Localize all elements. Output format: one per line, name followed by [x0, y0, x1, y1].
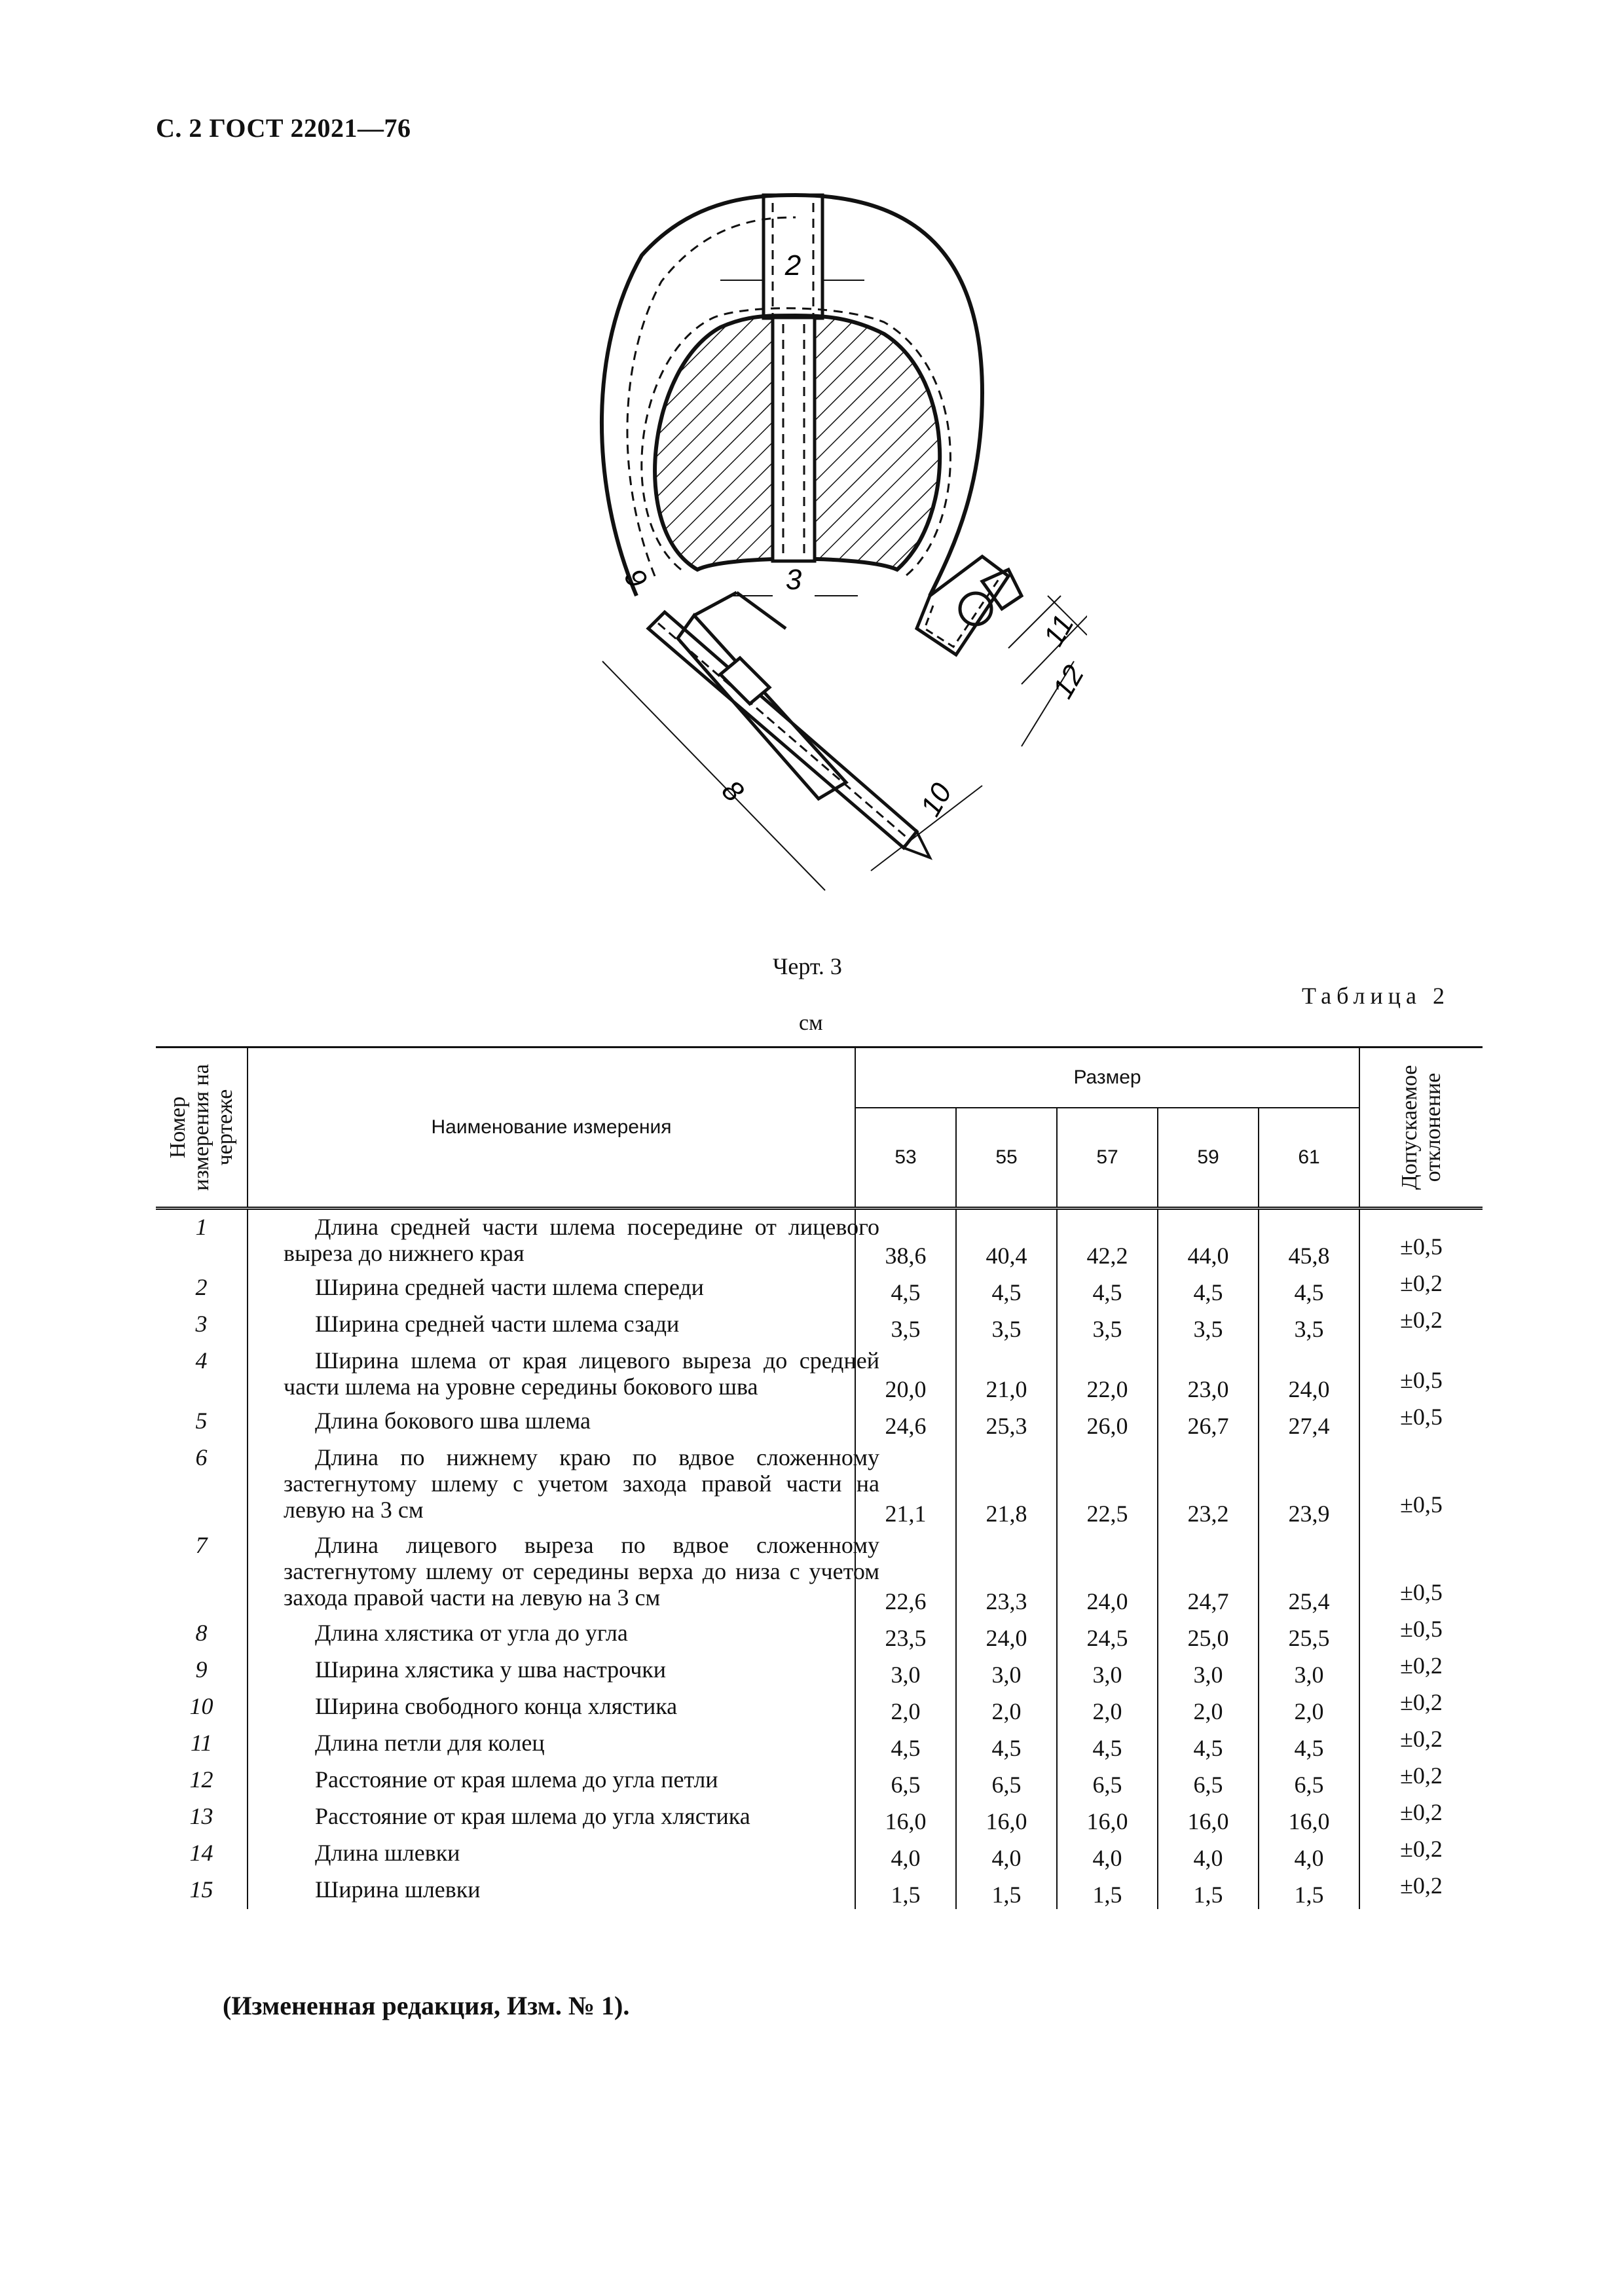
- revision-note: (Измененная редакция, Изм. № 1).: [223, 1991, 630, 2020]
- size-value: 22,5: [1057, 1440, 1158, 1528]
- table-body: [156, 1209, 1483, 1910]
- size-value: 3,5: [1158, 1307, 1259, 1343]
- dim-label-2: 2: [784, 249, 802, 282]
- measure-name: [248, 1343, 879, 1404]
- tolerance-value: ±0,5: [1359, 1616, 1483, 1652]
- size-value: 21,8: [956, 1440, 1057, 1528]
- measure-name: [248, 1836, 855, 1872]
- tolerance-value: ±0,5: [1359, 1343, 1483, 1404]
- measure-name-text: Ширина средней части шлема спереди: [315, 1274, 704, 1300]
- measure-number: 11: [190, 1730, 213, 1756]
- strap: [648, 592, 930, 858]
- measure-name-text: Ширина хлястика у шва настрочки: [315, 1656, 667, 1683]
- size-value: 25,5: [1259, 1616, 1359, 1652]
- table-row: [156, 1209, 1483, 1271]
- measure-name-text: Длина петли для колец: [315, 1730, 545, 1756]
- size-value: 3,5: [956, 1307, 1057, 1343]
- measure-name-text: Ширина средней части шлема сзади: [315, 1311, 680, 1337]
- measure-name: [248, 1726, 855, 1762]
- measure-number: 2: [195, 1274, 208, 1300]
- measure-name-text: Ширина шлема от края лицевого выреза до средней части шлема на уровне середины бокового шва: [284, 1347, 879, 1400]
- measure-number: 3: [195, 1311, 208, 1337]
- dim-label-9: 9: [617, 563, 654, 594]
- size-value: 2,0: [1158, 1689, 1259, 1726]
- size-value: 4,5: [1158, 1726, 1259, 1762]
- measure-name: [248, 1404, 855, 1440]
- tolerance-value: ±0,5: [1359, 1209, 1483, 1271]
- size-value: 4,0: [956, 1836, 1057, 1872]
- size-value: 21,1: [855, 1440, 956, 1528]
- size-value: 24,0: [956, 1616, 1057, 1652]
- size-value: 45,8: [1259, 1209, 1359, 1271]
- size-value: 38,6: [855, 1209, 956, 1271]
- size-value: 4,5: [855, 1270, 956, 1307]
- size-value: 1,5: [1259, 1872, 1359, 1909]
- table-row: [156, 1762, 1483, 1799]
- measure-name: [248, 1307, 855, 1343]
- size-value: 24,5: [1057, 1616, 1158, 1652]
- helmet-drawing-svg: [589, 177, 1087, 936]
- tolerance-value: ±0,2: [1359, 1726, 1483, 1762]
- size-value: 3,0: [956, 1652, 1057, 1689]
- size-value: 4,5: [1057, 1270, 1158, 1307]
- measure-name: [248, 1689, 855, 1726]
- table-row: [156, 1652, 1483, 1689]
- ring-loop: [917, 556, 1008, 655]
- measure-number: 14: [189, 1840, 213, 1866]
- col-header-tolerance: Допускаемое отклонение: [1359, 1048, 1483, 1209]
- size-value: 4,0: [1057, 1836, 1158, 1872]
- size-value: 1,5: [855, 1872, 956, 1909]
- tolerance-value: ±0,2: [1359, 1307, 1483, 1343]
- size-value: 23,3: [956, 1528, 1057, 1616]
- measure-name-text: Длина средней части шлема посередине от лицевого выреза до нижнего края: [284, 1214, 879, 1266]
- measure-name-text: Длина хлястика от угла до угла: [315, 1620, 628, 1646]
- table-row: [156, 1307, 1483, 1343]
- measure-name: [248, 1528, 879, 1616]
- tolerance-value: ±0,2: [1359, 1872, 1483, 1909]
- tolerance-value: ±0,5: [1359, 1528, 1483, 1616]
- size-value: 4,5: [1259, 1270, 1359, 1307]
- measure-name-text: Длина по нижнему краю по вдвое сложенному застегнутому шлему с учетом захода правой части на левую на 3 см: [284, 1444, 879, 1523]
- size-value: 3,5: [855, 1307, 956, 1343]
- size-value: 21,0: [956, 1343, 1057, 1404]
- size-value: 4,0: [855, 1836, 956, 1872]
- size-value: 16,0: [1158, 1799, 1259, 1836]
- size-value: 6,5: [956, 1762, 1057, 1799]
- figure-caption: Черт. 3: [773, 953, 842, 979]
- measure-name: [248, 1616, 855, 1652]
- measure-name: [248, 1209, 879, 1271]
- size-value: 23,2: [1158, 1440, 1259, 1528]
- size-value: 1,5: [1057, 1872, 1158, 1909]
- measure-number: 9: [195, 1656, 208, 1683]
- size-value: 42,2: [1057, 1209, 1158, 1271]
- size-value: 25,0: [1158, 1616, 1259, 1652]
- tolerance-value: ±0,5: [1359, 1440, 1483, 1528]
- size-value: 24,0: [1259, 1343, 1359, 1404]
- size-value: 22,0: [1057, 1343, 1158, 1404]
- measure-number: 6: [195, 1444, 208, 1470]
- size-value: 6,5: [1057, 1762, 1158, 1799]
- measure-name-text: Длина шлевки: [315, 1840, 460, 1866]
- measure-name: [248, 1652, 855, 1689]
- helmet-drawing: [589, 177, 1087, 936]
- ring-buckle-icon: [982, 570, 1022, 609]
- measure-number: 7: [195, 1532, 208, 1558]
- size-value: 2,0: [956, 1689, 1057, 1726]
- measure-name-text: Расстояние от края шлема до угла петли: [315, 1766, 718, 1793]
- dim-label-11: 11: [1037, 609, 1080, 651]
- col-header-size: 53: [855, 1108, 956, 1209]
- size-value: 4,5: [855, 1726, 956, 1762]
- table-row: [156, 1616, 1483, 1652]
- size-value: 3,0: [1057, 1652, 1158, 1689]
- tolerance-value: ±0,2: [1359, 1762, 1483, 1799]
- col-header-size: 59: [1158, 1108, 1259, 1209]
- size-value: 16,0: [1259, 1799, 1359, 1836]
- size-value: 23,0: [1158, 1343, 1259, 1404]
- tolerance-value: ±0,2: [1359, 1836, 1483, 1872]
- size-value: 24,6: [855, 1404, 956, 1440]
- dim-label-12: 12: [1046, 660, 1087, 704]
- size-value: 4,0: [1259, 1836, 1359, 1872]
- size-value: 24,7: [1158, 1528, 1259, 1616]
- size-value: 1,5: [1158, 1872, 1259, 1909]
- size-value: 2,0: [1259, 1689, 1359, 1726]
- table-row: [156, 1726, 1483, 1762]
- size-value: 44,0: [1158, 1209, 1259, 1271]
- tolerance-value: ±0,2: [1359, 1799, 1483, 1836]
- size-value: 4,5: [1057, 1726, 1158, 1762]
- size-value: 23,9: [1259, 1440, 1359, 1528]
- size-value: 6,5: [1158, 1762, 1259, 1799]
- table-row: [156, 1872, 1483, 1909]
- size-value: 2,0: [855, 1689, 956, 1726]
- measure-number: 5: [195, 1408, 208, 1434]
- measure-number: 10: [189, 1693, 213, 1719]
- col-header-size: 57: [1057, 1108, 1158, 1209]
- tolerance-value: ±0,2: [1359, 1270, 1483, 1307]
- size-value: 26,7: [1158, 1404, 1259, 1440]
- table-row: [156, 1689, 1483, 1726]
- size-value: 4,0: [1158, 1836, 1259, 1872]
- col-header-size-group: Размер: [855, 1048, 1359, 1108]
- measure-name: [248, 1270, 855, 1307]
- size-value: 3,0: [1259, 1652, 1359, 1689]
- table-row: [156, 1343, 1483, 1404]
- table-row: [156, 1836, 1483, 1872]
- measure-name: [248, 1762, 855, 1799]
- measure-number: 1: [156, 1209, 248, 1271]
- measure-number: 15: [189, 1876, 213, 1903]
- size-value: 23,5: [855, 1616, 956, 1652]
- size-value: 3,5: [1057, 1307, 1158, 1343]
- table-row: [156, 1528, 1483, 1616]
- size-value: 4,5: [956, 1726, 1057, 1762]
- size-value: 3,0: [855, 1652, 956, 1689]
- size-value: 40,4: [956, 1209, 1057, 1271]
- size-value: 20,0: [855, 1343, 956, 1404]
- table-head: [156, 1048, 1483, 1209]
- size-value: 27,4: [1259, 1404, 1359, 1440]
- table-row: [156, 1404, 1483, 1440]
- tolerance-value: ±0,5: [1359, 1404, 1483, 1440]
- dim-label-8: 8: [715, 774, 750, 809]
- measure-name: [248, 1872, 855, 1909]
- size-value: 3,0: [1158, 1652, 1259, 1689]
- table-title: Таблица 2: [1302, 983, 1450, 1009]
- col-header-name: Наименование измерения: [248, 1048, 855, 1209]
- size-value: 24,0: [1057, 1528, 1158, 1616]
- size-value: 25,3: [956, 1404, 1057, 1440]
- size-value: 4,5: [1158, 1270, 1259, 1307]
- size-value: 16,0: [855, 1799, 956, 1836]
- tolerance-value: ±0,2: [1359, 1652, 1483, 1689]
- col-header-size: 61: [1259, 1108, 1359, 1209]
- page-header: С. 2 ГОСТ 22021—76: [156, 113, 411, 143]
- size-value: 2,0: [1057, 1689, 1158, 1726]
- size-value: 26,0: [1057, 1404, 1158, 1440]
- size-value: 22,6: [855, 1528, 956, 1616]
- measure-name-text: Ширина шлевки: [315, 1876, 481, 1903]
- measurement-table: [156, 1046, 1483, 1909]
- measure-name-text: Расстояние от края шлема до угла хлястика: [315, 1803, 750, 1829]
- measure-name: [248, 1440, 879, 1528]
- size-value: 3,5: [1259, 1307, 1359, 1343]
- size-value: 6,5: [855, 1762, 956, 1799]
- size-value: 1,5: [956, 1872, 1057, 1909]
- table-row: [156, 1270, 1483, 1307]
- tolerance-value: ±0,2: [1359, 1689, 1483, 1726]
- size-value: 4,5: [956, 1270, 1057, 1307]
- col-header-number: Номер измерения на чертеже: [156, 1048, 248, 1209]
- dim-label-3: 3: [785, 564, 802, 596]
- measure-number: 8: [195, 1620, 208, 1646]
- size-value: 16,0: [1057, 1799, 1158, 1836]
- dim-label-10: 10: [914, 778, 959, 822]
- measure-name-text: Длина лицевого выреза по вдвое сложенному застегнутому шлему от середины верха до низа с учетом захода правой части на левую на 3 см: [284, 1532, 879, 1611]
- size-value: 16,0: [956, 1799, 1057, 1836]
- size-value: 25,4: [1259, 1528, 1359, 1616]
- measure-name-text: Длина бокового шва шлема: [315, 1408, 591, 1434]
- table-unit: см: [799, 1011, 823, 1035]
- col-header-size: 55: [956, 1108, 1057, 1209]
- measure-name: [248, 1799, 855, 1836]
- size-value: 4,5: [1259, 1726, 1359, 1762]
- measure-number: 12: [189, 1766, 213, 1793]
- measure-number: 13: [189, 1803, 213, 1829]
- table-row: [156, 1799, 1483, 1836]
- center-strip-back: [773, 318, 815, 561]
- measure-name-text: Ширина свободного конца хлястика: [315, 1693, 678, 1719]
- size-value: 6,5: [1259, 1762, 1359, 1799]
- table-row: [156, 1440, 1483, 1528]
- measure-number: 4: [195, 1347, 208, 1374]
